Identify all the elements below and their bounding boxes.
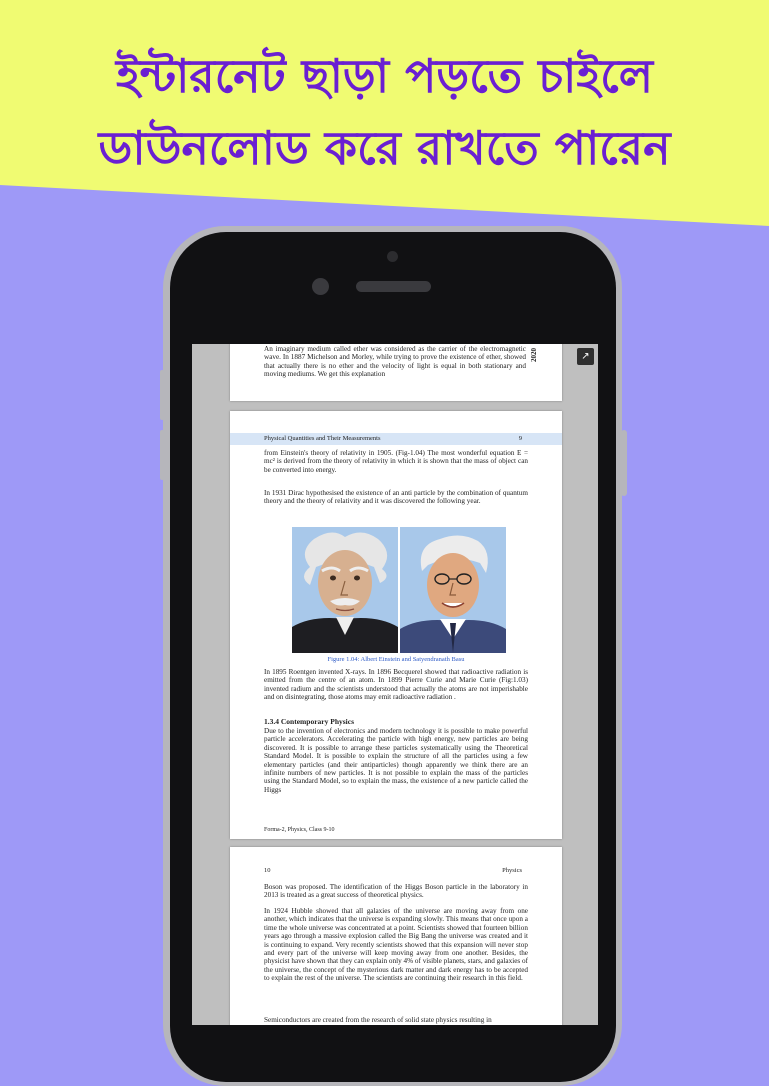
promo-headline (0, 40, 769, 184)
page-paragraph: Semiconductors are created from the research of solid state physics resulting in (264, 1016, 492, 1024)
phone-side-button (160, 370, 164, 420)
front-camera-icon (387, 251, 398, 262)
headline-line-2: ডাউনলোড করে রাখতে পারেন (98, 121, 671, 175)
sensor-icon (312, 278, 329, 295)
page-paragraph: Boson was proposed. The identification of the Higgs Boson particle in the laboratory in 2013 is treated as a great success of theoretical physics. (264, 883, 528, 900)
page-header-title: Physics (502, 867, 522, 874)
page-number: 10 (264, 867, 271, 874)
figure-bose-portrait (400, 527, 506, 653)
page-paragraph: In 1895 Roentgen invented X-rays. In 1896 Becquerel showed that radioactive radiation is emitted from the centre of an atom. In 1899 Pierre Curie and Marie Curie (Fig:1.03) invented radium and the scientists understood that actually the atoms are not imperishable and on disintegrating, those atoms may emit radioactive radiation . (264, 668, 528, 702)
pdf-page (230, 344, 562, 401)
page-paragraph: from Einstein's theory of relativity in 1905. (Fig-1.04) The most wonderful equation E = mc² is derived from the theory of relativity in which it is shown that the mass of object can be converted into energy. (264, 449, 528, 474)
phone-power-button (621, 430, 627, 496)
page-header (264, 867, 522, 874)
page-paragraph: Due to the invention of electronics and modern technology it is possible to make powerful particle accelerators. Accelerating the particle with high energy, new particles are being discovered. It is possible to arrange these particles systematically using the Theoretical Standard Model. It is possible to explain the structure of all the particles using a few elementary particles (and their antiparticles) though apparently we think there are an infinite numbers of new particles. It is not possible to explain the mass of the particles using the Standard Model, so to explain the mass, the existence of a new particle called the Higgs (264, 727, 528, 794)
page-header-title: Physical Quantities and Their Measurements (264, 435, 381, 442)
page-header (230, 433, 562, 445)
pdf-page (230, 847, 562, 1025)
page-paragraph: In 1924 Hubble showed that all galaxies of the universe are moving away from one another, which indicates that the universe is expanding slowly. This means that once upon a time the whole universe was concentrated at a point. Scientists showed that fourteen billion years ago through a massive explosion called the Big Bang the universe was created and it is continuing to expand. Very recently scientists showed that this expansion will never stop and every part of the universe will keep moving away from one another. Besides, the physicist have shown that they can explain only 4% of visible planets, stars, and galaxies of the universe, the concept of the mysterious dark matter and dark energy has to be accepted to explain the rest of the universe. The scientists are continuing their research in this field. (264, 907, 528, 983)
figure-einstein-portrait (292, 527, 398, 653)
pdf-page (230, 411, 562, 839)
page-number: 9 (518, 435, 522, 442)
page-paragraph: An imaginary medium called ether was considered as the carrier of the electromagnetic wave. In 1887 Michelson and Morley, while trying to prove the existence of ether, showed that actually there is no ether and the velocity of light is equal in both stationary and moving mediums. We get this explanation (264, 345, 526, 379)
figure-caption: Figure 1.04: Albert Einstein and Satyendranath Basu (327, 656, 465, 663)
section-heading: 1.3.4 Contemporary Physics (264, 717, 354, 726)
side-year-label: 2020 (530, 348, 538, 362)
phone-side-button (160, 430, 164, 480)
page-paragraph: In 1931 Dirac hypothesised the existence of an anti particle by the combination of quantum theory and the theory of relativity and it was discovered the following year. (264, 489, 528, 506)
headline-line-1: ইন্টারনেট ছাড়া পড়তে চাইলে (115, 49, 654, 103)
page-footer: Forma-2, Physics, Class 9-10 (264, 827, 335, 833)
pdf-viewer-screen[interactable] (192, 344, 598, 1025)
earpiece-speaker (356, 281, 431, 292)
external-link-icon[interactable]: ↗ (577, 348, 594, 365)
